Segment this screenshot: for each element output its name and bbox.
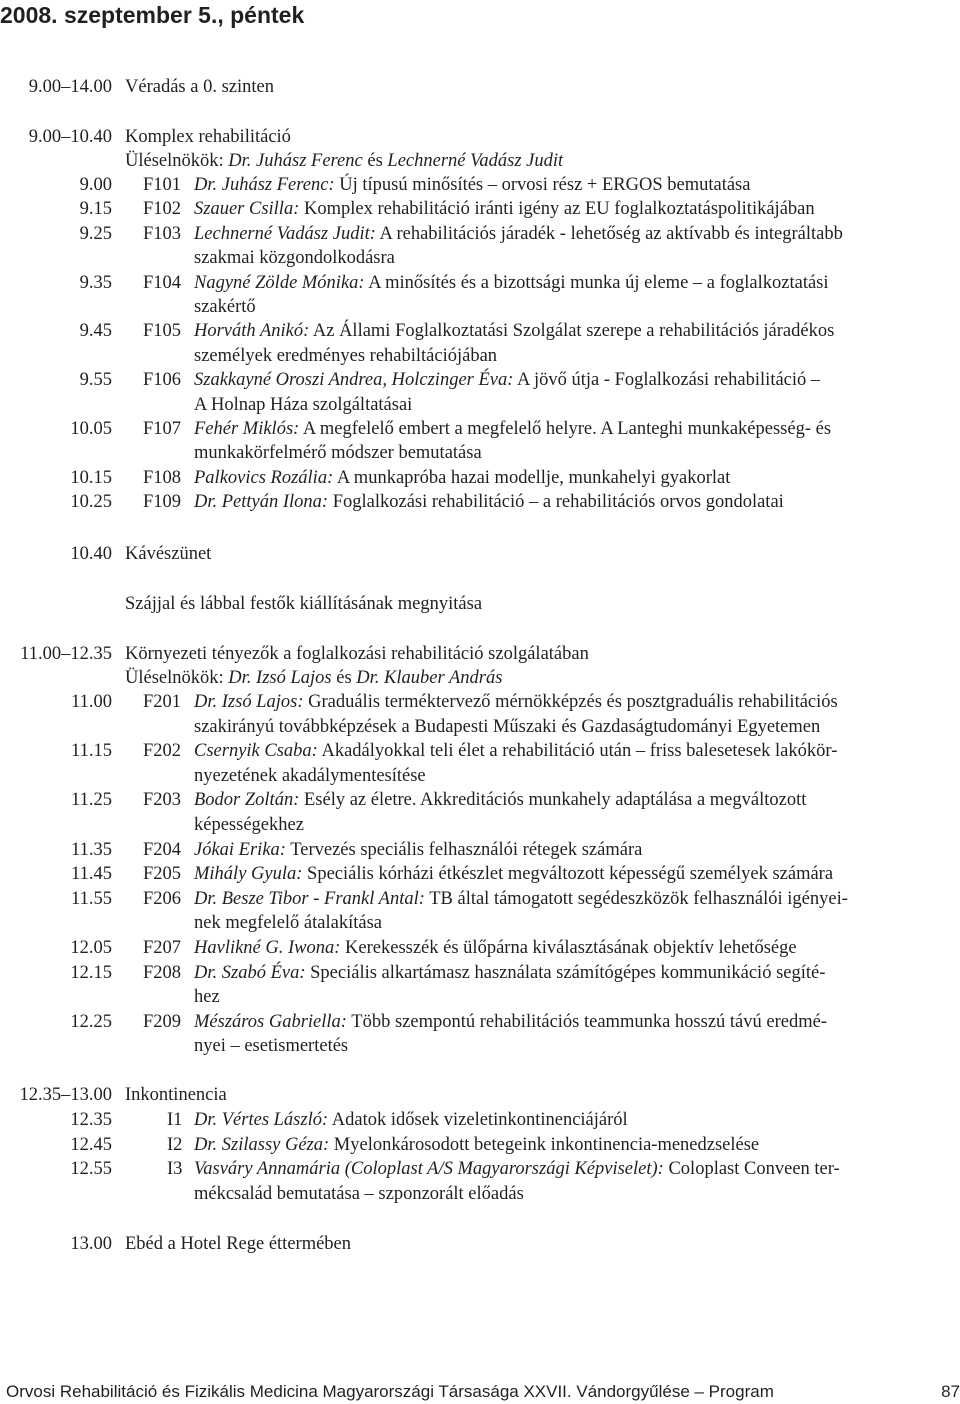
- talk-title-line: [194, 1157, 840, 1181]
- talk-time: 12.35: [70, 1110, 112, 1130]
- talk-title-continuation: [194, 813, 304, 837]
- talk-author: Palkovics Rozália:: [194, 467, 334, 488]
- talk-title-line: [194, 197, 815, 221]
- talk-code: F207: [143, 938, 182, 958]
- talk-time: 12.15: [70, 962, 112, 983]
- talk-title: A Holnap Háza szolgáltatásai: [194, 394, 413, 415]
- talk-title-continuation: [194, 764, 426, 788]
- session-title: Környezeti tényezők a foglalkozási rehabilitáció szolgálatában: [125, 644, 589, 664]
- talk-title-line: [194, 739, 837, 763]
- talk-title: Tervezés speciális felhasználói rétegek számára: [290, 839, 643, 860]
- talk-code: F109: [143, 492, 182, 513]
- talk-time: 11.15: [71, 741, 112, 762]
- talk-author: Jókai Erika:: [194, 839, 286, 860]
- talk-time: 12.25: [70, 1011, 112, 1032]
- session-time: 9.00–10.40: [28, 127, 112, 147]
- talk-title-continuation: [194, 441, 482, 465]
- talk-code: F108: [143, 467, 182, 488]
- talk-time: 10.05: [70, 419, 112, 439]
- talk-title-continuation: [194, 911, 382, 935]
- talk-title: nyei – esetismertetés: [194, 1036, 349, 1057]
- talk-code: F107: [143, 419, 182, 439]
- talk-title: személyek eredményes rehabiltációjában: [194, 345, 498, 366]
- talk-title-line: [194, 1108, 628, 1132]
- talk-title: nek megfelelő átalakítása: [194, 913, 382, 934]
- talk-title: szakértő: [194, 297, 256, 317]
- talk-title: Speciális alkartámasz használata számítógépes kommunikáció segíté-: [310, 962, 826, 983]
- talk-author: Fehér Miklós:: [194, 419, 300, 439]
- talk-title-continuation: [194, 393, 412, 417]
- talk-author: Nagyné Zölde Mónika:: [194, 272, 365, 293]
- session-title: Komplex rehabilitáció: [125, 127, 291, 147]
- talk-code: F102: [143, 199, 182, 220]
- talk-author: Lechnerné Vadász Judit:: [194, 223, 376, 244]
- talk-code: I1: [167, 1110, 183, 1130]
- talk-title: szakirányú továbbképzések a Budapesti Műszaki és Gazdaságtudományi Egyetemen: [194, 716, 821, 737]
- talk-title: Az Állami Foglalkoztatási Szolgálat szerepe a rehabilitációs járadékos: [312, 321, 835, 342]
- talk-code: F104: [143, 272, 182, 293]
- talk-time: 9.55: [79, 370, 112, 391]
- talk-title-continuation: [194, 295, 256, 319]
- session-chairs: Üléselnökök: Dr. Juhász Ferenc és Lechnerné Vadász Judit: [125, 151, 564, 171]
- talk-title-line: [194, 490, 784, 514]
- talk-code: F205: [143, 864, 182, 885]
- talk-code: F106: [143, 370, 182, 391]
- talk-time: 11.35: [71, 839, 112, 860]
- talk-author: Csernyik Csaba:: [194, 741, 318, 762]
- talk-title: nyezetének akadálymentesítése: [194, 765, 426, 786]
- talk-title-line: [194, 368, 820, 392]
- talk-time: 10.15: [70, 467, 112, 488]
- talk-time: 12.45: [70, 1134, 112, 1155]
- talk-title-continuation: [194, 246, 395, 270]
- talk-code: F206: [143, 888, 182, 909]
- talk-title: Speciális kórházi étkészlet megváltozott képességű személyek számára: [307, 864, 834, 885]
- talk-time: 9.15: [79, 199, 112, 220]
- talk-time: 11.45: [71, 864, 112, 885]
- event-text: Véradás a 0. szinten: [125, 77, 274, 97]
- footer-title: Orvosi Rehabilitáció és Fizikális Medicina Magyarországi Társasága XXVII. Vándorgyűlése – Program: [6, 1382, 774, 1401]
- talk-author: Dr. Besze Tibor - Frankl Antal:: [194, 888, 425, 909]
- talk-code: F105: [143, 321, 182, 342]
- talk-author: Szauer Csilla:: [194, 199, 300, 220]
- talk-title-line: [194, 788, 806, 812]
- time: 13.00: [70, 1234, 112, 1254]
- talk-title-line: [194, 690, 838, 714]
- talk-time: 10.25: [70, 492, 112, 513]
- talk-title: A rehabilitációs járadék - lehetőség az aktívabb és integráltabb: [379, 223, 843, 244]
- talk-title-continuation: [194, 1034, 348, 1058]
- talk-time: 9.35: [79, 272, 112, 293]
- talk-code: F103: [143, 223, 182, 244]
- talk-title: Akadályokkal teli élet a rehabilitáció után – friss balesetesek lakókör-: [321, 741, 838, 762]
- talk-author: Dr. Szabó Éva:: [194, 962, 306, 983]
- talk-title: hez: [194, 987, 220, 1008]
- talk-title-continuation: [194, 715, 820, 739]
- talk-code: F202: [143, 741, 182, 762]
- talk-title: munkakörfelmérő módszer bemutatása: [194, 443, 482, 464]
- talk-title: Adatok idősek vizeletinkontinenciájáról: [331, 1110, 628, 1130]
- time: 9.00–14.00: [28, 77, 112, 97]
- talk-time: 11.55: [71, 888, 112, 909]
- talk-author: Szakkayné Oroszi Andrea, Holczinger Éva:: [194, 370, 514, 391]
- talk-title: Új típusú minősítés – orvosi rész + ERGOS bemutatása: [339, 175, 751, 195]
- talk-title: Myelonkárosodott betegeink inkontinencia-menedzselése: [333, 1134, 760, 1155]
- talk-time: 12.05: [70, 938, 112, 958]
- talk-time: 11.25: [71, 790, 112, 811]
- talk-title-line: [194, 1133, 759, 1157]
- talk-title: mékcsalád bemutatása – szponzorált előadás: [194, 1183, 524, 1204]
- talk-title-line: [194, 173, 750, 197]
- talk-title: A munkapróba hazai modellje, munkahelyi gyakorlat: [336, 467, 731, 488]
- talk-author: Horváth Anikó:: [194, 321, 310, 342]
- talk-title-line: [194, 887, 848, 911]
- talk-title-line: [194, 961, 825, 985]
- time: 10.40: [70, 544, 112, 564]
- talk-title-continuation: [194, 344, 497, 368]
- session-time: 12.35–13.00: [19, 1085, 112, 1105]
- talk-author: Dr. Szilassy Géza:: [194, 1134, 330, 1155]
- talk-title: Foglalkozási rehabilitáció – a rehabilitációs orvos gondolatai: [332, 492, 784, 513]
- talk-author: Mihály Gyula:: [194, 864, 303, 885]
- talk-title: A minősítés és a bizottsági munka új eleme – a foglalkoztatási: [368, 272, 829, 293]
- talk-title: A jövő útja - Foglalkozási rehabilitáció –: [517, 370, 821, 391]
- talk-title: szakmai közgondolkodásra: [194, 248, 395, 269]
- page-header: 2008. szeptember 5., péntek: [0, 2, 305, 28]
- talk-time: 9.45: [79, 321, 112, 342]
- event-text: Szájjal és lábbal festők kiállításának megnyitása: [125, 594, 483, 614]
- talk-title: Több szempontú rehabilitációs teammunka hosszú távú eredmé-: [351, 1011, 827, 1032]
- talk-title-line: [194, 222, 843, 246]
- talk-code: F208: [143, 962, 182, 983]
- talk-title: Coloplast Conveen ter-: [668, 1159, 840, 1179]
- page-number: 87: [941, 1382, 960, 1401]
- talk-code: F204: [143, 839, 182, 860]
- talk-title-continuation: [194, 985, 220, 1009]
- talk-code: F203: [143, 790, 182, 811]
- talk-author: Dr. Vértes László:: [194, 1110, 329, 1130]
- talk-title-line: [194, 466, 730, 490]
- session-time: 11.00–12.35: [20, 644, 112, 664]
- talk-time: 9.25: [79, 223, 112, 244]
- talk-title: A megfelelő embert a megfelelő helyre. A Lanteghi munkaképesség- és: [302, 419, 832, 439]
- session-title: Inkontinencia: [125, 1085, 227, 1105]
- talk-code: F201: [143, 692, 182, 712]
- talk-title: Esély az életre. Akkreditációs munkahely adaptálása a megváltozott: [303, 790, 807, 811]
- talk-title-continuation: [194, 1182, 524, 1206]
- talk-title-line: [194, 271, 829, 295]
- talk-time: 12.55: [70, 1159, 112, 1179]
- talk-title: Komplex rehabilitáció iránti igény az EU foglalkoztatáspolitikájában: [303, 199, 815, 220]
- talk-author: Mészáros Gabriella:: [194, 1011, 347, 1032]
- talk-author: Dr. Izsó Lajos:: [194, 692, 304, 712]
- talk-author: Havlikné G. Iwona:: [194, 938, 341, 958]
- talk-title: Graduális terméktervező mérnökképzés és posztgraduális rehabilitációs: [308, 692, 838, 712]
- talk-time: 9.00: [79, 175, 112, 195]
- talk-author: Dr. Juhász Ferenc:: [194, 175, 335, 195]
- talk-code: I3: [167, 1159, 183, 1179]
- session-chairs: Üléselnökök: Dr. Izsó Lajos és Dr. Klauber András: [125, 668, 503, 688]
- talk-title-line: [194, 1010, 827, 1034]
- event-text: Kávészünet: [125, 544, 212, 564]
- talk-time: 11.00: [71, 692, 112, 712]
- talk-code: F101: [143, 175, 182, 195]
- talk-title-line: [194, 319, 834, 343]
- talk-author: Vasváry Annamária (Coloplast A/S Magyarországi Képviselet):: [194, 1159, 664, 1179]
- talk-title: Kerekesszék és ülőpárna kiválasztásának objektív lehetősége: [345, 938, 797, 958]
- talk-author: Dr. Pettyán Ilona:: [194, 492, 329, 513]
- page-footer: [0, 1380, 960, 1404]
- talk-code: I2: [167, 1134, 183, 1155]
- talk-title-line: [194, 838, 642, 862]
- talk-code: F209: [143, 1011, 182, 1032]
- talk-title: képességekhez: [194, 815, 304, 835]
- talk-title-line: [194, 936, 797, 960]
- talk-author: Bodor Zoltán:: [194, 790, 300, 811]
- talk-title-line: [194, 862, 833, 886]
- event-text: Ebéd a Hotel Rege éttermében: [125, 1234, 352, 1254]
- talk-title-line: [194, 417, 831, 441]
- talk-title: TB által támogatott segédeszközök felhasználói igényei-: [429, 888, 848, 909]
